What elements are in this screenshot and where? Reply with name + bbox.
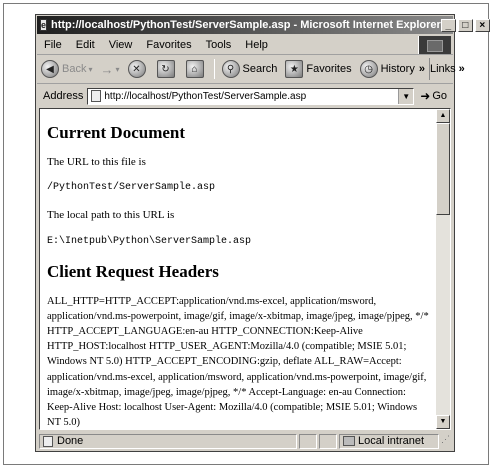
favorites-icon: ★ [285,60,303,78]
windows-logo-throbber [418,36,451,54]
forward-button[interactable] [96,62,123,77]
home-button[interactable] [182,60,211,78]
home-icon: ⌂ [186,60,204,78]
resize-grip-icon[interactable]: ⋰ [441,433,450,444]
links-button[interactable] [429,58,465,80]
path-value-text: E:\Inetpub\Python\ServerSample.asp [47,235,252,247]
links-label: Links [429,63,456,75]
forward-dropdown-icon: ▾ [115,64,120,74]
browser-window [35,14,486,452]
menu-bar [37,36,453,55]
address-bar [37,85,453,107]
menu-tools[interactable]: Tools [205,39,232,51]
address-input[interactable] [87,88,414,105]
scroll-down-button[interactable]: ▼ [436,415,450,429]
status-pane-blank [319,434,337,449]
path-intro-text: The local path to this URL is [47,209,175,222]
go-arrow-icon: ➜ [420,89,431,103]
history-button[interactable] [356,60,419,78]
security-zone-text: Local intranet [358,435,425,447]
stop-button[interactable] [124,60,153,78]
page-icon [91,90,101,102]
search-label: Search [242,63,278,75]
window-title: http://localhost/PythonTest/ServerSample.asp - Microsoft Internet Explorer [51,19,441,31]
security-zone-pane [339,434,439,449]
search-button[interactable] [218,60,282,78]
minimize-button[interactable]: _ [441,19,456,32]
go-button[interactable] [414,89,453,103]
close-button[interactable]: × [475,19,490,32]
go-label: Go [432,90,447,102]
intranet-zone-icon [343,436,355,446]
request-headers-text: ALL_HTTP=HTTP_ACCEPT:application/vnd.ms-excel, application/msword, application/vnd.ms-powerpoint, image/gif, image/x-xbitmap, image/jpeg, image/pjpeg, */* HTTP_ACCEPT_LANGUAGE:en-au HTTP_CONNECTION:Keep-Alive HTTP_HOST:localhost HTTP_USER_AGENT:Mozilla/4.0 (compatible; MSIE 5.01; Windows NT 5.0) HTTP_ACCEPT_ENCODING:gzip, deflate ALL_RAW=Accept: application/vnd.ms-excel, application/msword, application/vnd.ms-powerpoint, image/gif, image/x-xbitmap, image/jpeg, image/pjpeg, */* Accept-Language: en-au Connection: Keep-Alive Host: localhost User-Agent: Mozilla/4.0 (compatible; MSIE 5.01; Windows NT 5.0) [47,295,429,429]
standard-toolbar [37,55,465,84]
history-icon: ◷ [360,60,378,78]
page-content [40,109,436,429]
history-label: History [380,63,415,75]
refresh-button[interactable] [153,60,182,78]
refresh-icon: ↻ [157,60,175,78]
address-label: Address [43,90,84,102]
page-viewport [39,108,451,430]
status-pane-blank [299,434,317,449]
stop-icon: ✕ [128,60,146,78]
status-text: Done [57,435,84,447]
back-dropdown-icon: ▾ [88,64,93,74]
status-bar [37,432,453,450]
back-label: Back [62,63,87,75]
search-icon: ⚲ [222,60,240,78]
menu-favorites[interactable]: Favorites [146,39,192,51]
toolbar-separator [214,59,215,79]
status-text-pane [39,434,297,449]
heading-current-document: Current Document [47,123,186,142]
maximize-button[interactable]: □ [458,19,473,32]
heading-client-request-headers: Client Request Headers [47,261,219,281]
vertical-scrollbar[interactable] [436,109,450,429]
ie-app-icon: e [41,20,47,30]
menu-view[interactable]: View [108,39,133,51]
menu-edit[interactable]: Edit [75,39,95,51]
windows-flag-icon [427,40,443,52]
scroll-up-button[interactable]: ▲ [436,109,450,123]
address-url: http://localhost/PythonTest/ServerSample.asp [104,90,307,102]
window-controls [441,19,490,32]
address-dropdown-icon[interactable]: ▼ [398,89,413,104]
toolbar-more-chevron[interactable]: » [418,63,425,75]
url-intro-text: The URL to this file is [47,156,146,168]
back-button[interactable] [37,60,96,78]
forward-arrow-icon: → [100,61,114,77]
menu-help[interactable]: Help [245,39,268,51]
scroll-thumb[interactable] [436,123,450,215]
page-done-icon [43,436,53,447]
favorites-button[interactable] [281,60,355,78]
links-more-chevron: » [458,63,465,75]
url-value-text: /PythonTest/ServerSample.asp [47,182,216,194]
title-bar[interactable] [37,16,486,34]
back-arrow-icon: ◀ [41,60,59,78]
menu-file[interactable]: File [44,39,62,51]
favorites-label: Favorites [306,63,352,75]
